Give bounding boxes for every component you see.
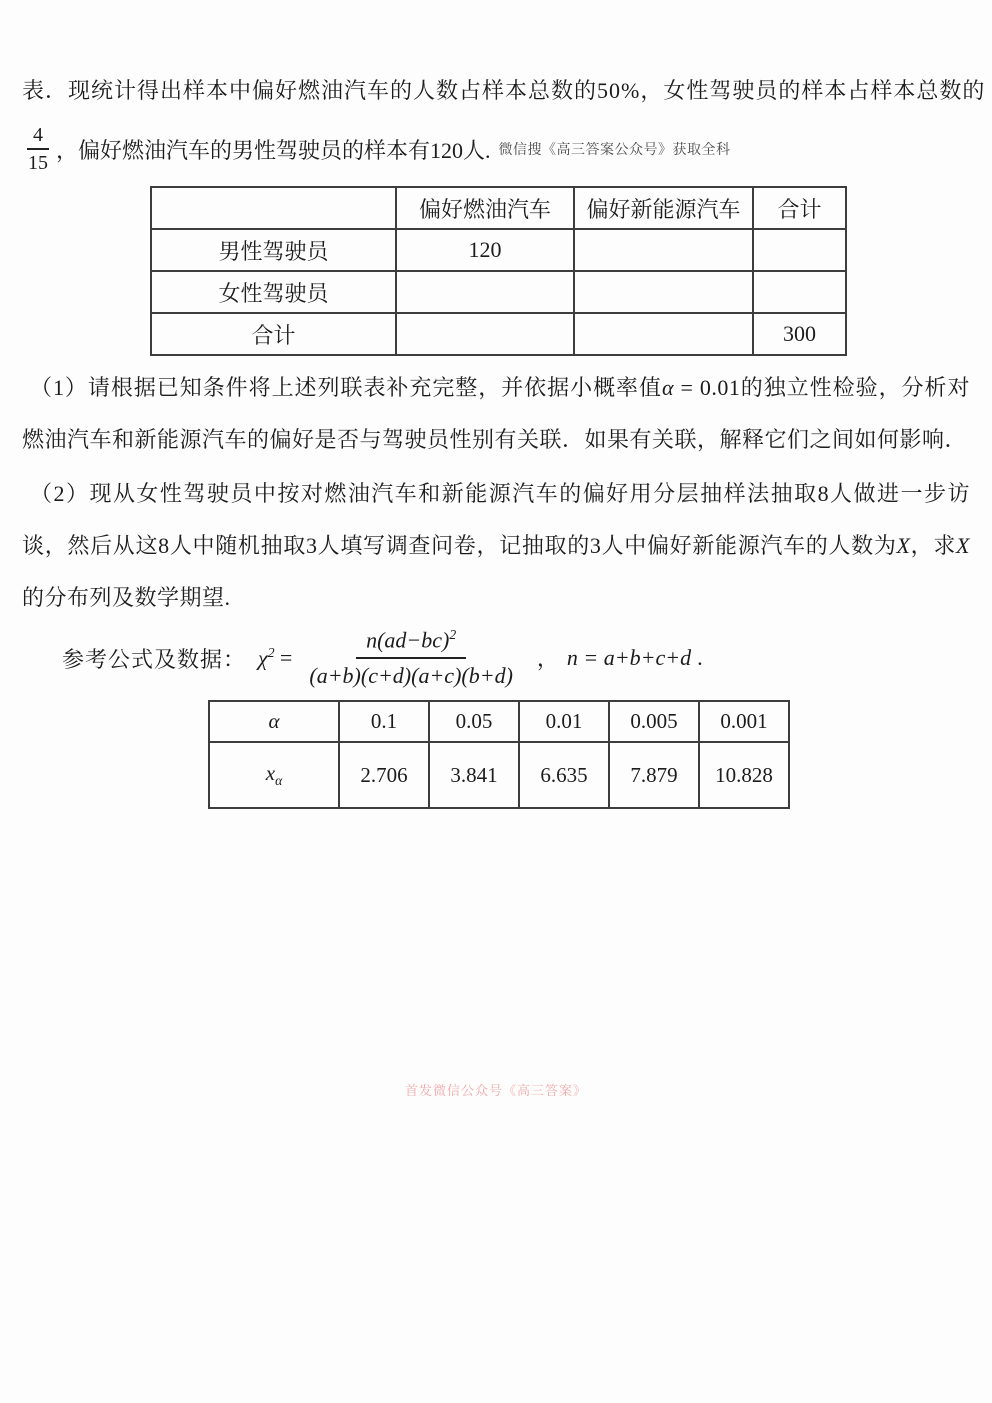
critical-value: 3.841 [429,742,519,808]
table-header-fuel: 偏好燃油汽车 [396,187,574,229]
fraction-denominator: 15 [28,152,48,174]
n-identity: n = a+b+c+d [566,644,692,670]
alpha-symbol: α [661,375,675,400]
table-cell [574,313,753,355]
question-1-text-b: = 0.01的独立性检验，分析对燃油汽车和新能源汽车的偏好是否与驾驶员性别有关联．如果有关联，解释它们之间如何影响． [22,375,970,452]
alpha-value: 0.005 [609,701,699,742]
question-2-text-c: 的分布列及数学期望. [22,585,231,610]
table-cell [574,271,753,313]
formula-denominator: (a+b)(c+d)(a+c)(b+d) [309,663,513,689]
formula-numerator: $n(ad-bc)^2$ [356,627,466,659]
table-cell: 120 [396,229,574,271]
question-2-text-a: （2）现从女性驾驶员中按对燃油汽车和新能源汽车的偏好用分层抽样法抽取8人做进一步访谈，然后从这8人中随机抽取3人填写调查问卷，记抽取的3人中偏好新能源汽车的人数为 [22,481,970,558]
alpha-value: 0.05 [429,701,519,742]
variable-x: X [896,533,911,558]
row-label: 女性驾驶员 [151,271,396,313]
alpha-critical-table [208,700,790,809]
variable-x: X [956,533,970,558]
question-2-text-b: ，求 [910,533,957,558]
table-cell [753,229,846,271]
table-cell [753,271,846,313]
table-row-total [151,313,846,355]
table-cell [396,271,574,313]
row-label: 合计 [151,313,396,355]
alpha-label: α [209,701,339,742]
intro-line1: 表．现统计得出样本中偏好燃油汽车的人数占样本总数的50%，女性驾驶员的样本占样本总数的 [22,78,986,103]
critical-value: 6.635 [519,742,609,808]
alpha-row [209,701,789,742]
inline-watermark-note: 微信搜《高三答案公众号》获取全科 [498,143,731,158]
table-cell [396,313,574,355]
table-cell: 300 [753,313,846,355]
formula-label: 参考公式及数据： [62,646,247,672]
contingency-table [150,186,847,356]
table-corner-cell [151,187,396,229]
alpha-value: 0.001 [699,701,789,742]
question-1-text-a: （1）请根据已知条件将上述列联表补充完整，并依据小概率值 [30,375,662,400]
question-2 [22,468,970,624]
bottom-watermark: 首发微信公众号《高三答案》 [404,1083,587,1098]
table-row-male [151,229,846,271]
critical-value: 10.828 [699,742,789,808]
alpha-value: 0.01 [519,701,609,742]
equals-sign: = [278,644,294,670]
formula-separator: ， [536,646,559,672]
intro-line2-text: ，偏好燃油汽车的男性驾驶员的样本有120人. [56,137,491,163]
critical-value: 7.879 [609,742,699,808]
row-label: 男性驾驶员 [151,229,396,271]
table-header-row [151,187,846,229]
critical-value-row [209,742,789,808]
alpha-value: 0.1 [339,701,429,742]
formula-fraction [299,627,523,689]
table-header-total: 合计 [753,187,846,229]
intro-line2 [22,113,970,185]
table-header-nev: 偏好新能源汽车 [574,187,753,229]
chi-symbol: $\chi^2$ [258,644,275,671]
fraction-numerator: 4 [27,123,49,150]
table-cell [574,229,753,271]
reference-formula [62,612,703,704]
chi-square-formula [246,627,703,689]
formula-period: . [697,644,703,670]
x-alpha-label: $x_\alpha$ [209,742,339,808]
table-row-female [151,271,846,313]
question-1 [22,362,970,466]
fraction-4-15 [22,123,54,175]
critical-value: 2.706 [339,742,429,808]
